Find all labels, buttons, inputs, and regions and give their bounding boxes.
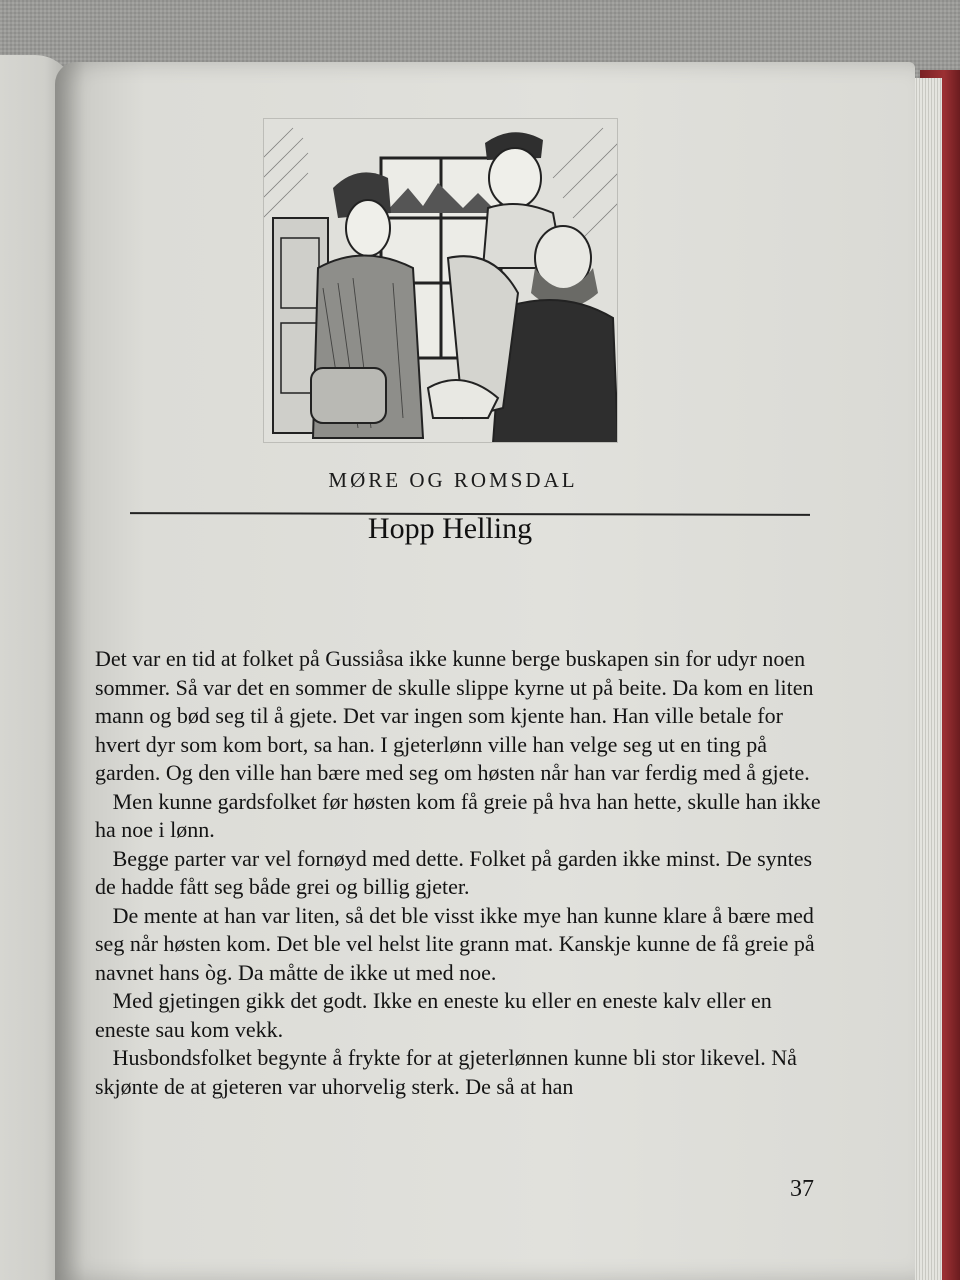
story-title: Hopp Helling: [367, 512, 533, 545]
paragraph: Men kunne gardsfolket før høsten kom få greie på hva han hette, skulle han ikke ha noe i lønn.: [95, 788, 821, 842]
illustration-three-men-icon: [263, 118, 618, 443]
paragraph: Begge parter var vel fornøyd med dette. Folket på garden ikke minst. De syntes de hadde fått seg både grei og billig gjeter.: [95, 845, 813, 899]
page-stack-edge: [914, 78, 942, 1280]
paragraph: Med gjetingen gikk det godt. Ikke en eneste ku eller en eneste kalv eller en eneste sau kom vekk.: [95, 988, 772, 1042]
page-number: 37: [790, 1176, 814, 1202]
paragraph: Det var en tid at folket på Gussiåsa ikke kunne berge buskapen sin for udyr noen sommer. Så var det en sommer de skulle slippe kyrne ut på beite. Da kom en liten mann og bød seg til å gjete. Det var ingen som kjente han. Han ville betale for hvert dyr som kom bort, sa han. I gjeterlønn ville han velge seg ut en ting på garden. Og den ville han bære med seg om høsten når han var ferdig med å gjete.: [95, 646, 814, 785]
region-heading: MØRE OG ROMSDAL: [328, 468, 578, 492]
story-body: [95, 645, 830, 1101]
paragraph: De mente at han var liten, så det ble visst ikke mye han kunne klare å bære med seg når høsten kom. Det ble vel helst lite grann mat. Kanskje kunne de få greie på navnet hans òg. Da måtte de ikke ut med noe.: [95, 902, 815, 985]
paragraph: Husbondsfolket begynte å frykte for at gjeterlønnen kunne bli stor likevel. Nå skjønte de at gjeteren var uhorvelig sterk. De så at han: [95, 1045, 797, 1099]
